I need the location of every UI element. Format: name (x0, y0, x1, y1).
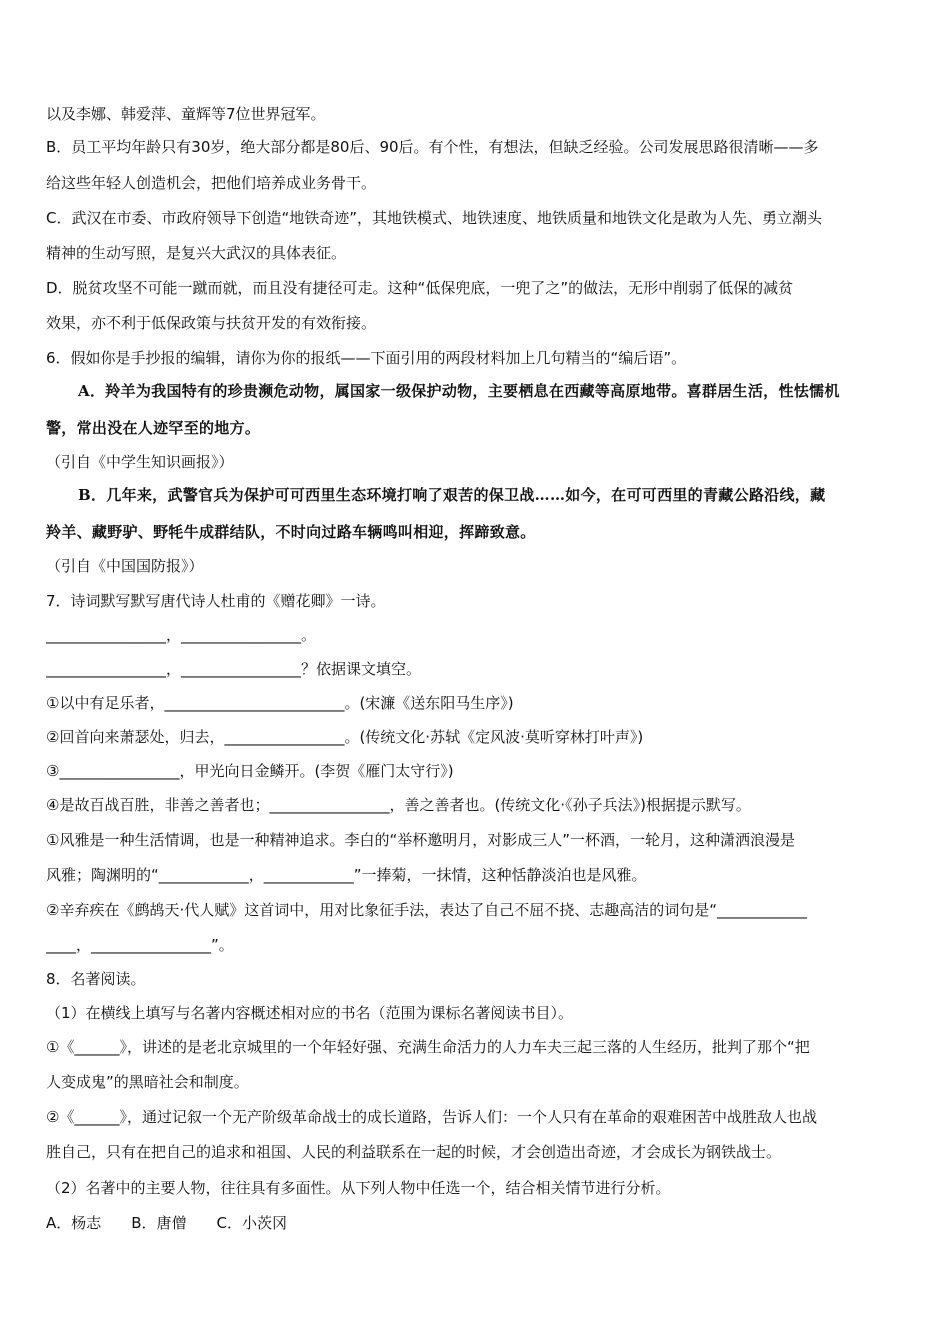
text-line: 给这些年轻人创造机会，把他们培养成业务骨干。 (46, 174, 377, 192)
material-b-cont: 羚羊、藏野驴、野牦牛成群结队，不时向过路车辆鸣叫相迎，挥蹄致意。 (46, 523, 536, 541)
question-8: 8．名著阅读。 (46, 970, 146, 988)
text-line: 精神的生动写照，是复兴大武汉的具体表征。 (46, 244, 347, 262)
fill-3: ③________________，甲光向日金鳞开。(李贺《雁门太守行》) (46, 762, 454, 780)
prompt-1-cont: 风雅；陶渊明的“____________，____________”一捧菊，一抹情，这种恬静淡泊也是风雅。 (46, 866, 647, 884)
blank-line-1: ________________，________________。 (46, 626, 317, 644)
source-b: （引自《中国国防报》） (46, 557, 204, 575)
option-c-line: C．武汉在市委、市政府领导下创造“地铁奇迹”，其地铁模式、地铁速度、地铁质量和地铁文化是敢为人先、勇立潮头 (46, 209, 823, 227)
book-1-cont: 人变成鬼”的黑暗社会和制度。 (46, 1073, 249, 1091)
material-a-cont: 警，常出没在人迹罕至的地方。 (46, 419, 261, 437)
prompt-2-cont: ____，________________”。 (46, 936, 234, 954)
option-d-line: D．脱贫攻坚不可能一蹴而就，而且没有捷径可走。这种“低保兜底，一兜了之”的做法，无形中削弱了低保的减贫 (46, 279, 794, 297)
material-b: B．几年来，武警官兵为保护可可西里生态环境打响了艰苦的保卫战……如今，在可可西里的青藏公路沿线，藏 (78, 486, 826, 504)
book-2: ②《______》，通过记叙一个无产阶级革命战士的成长道路，告诉人们：一个人只有在革命的艰难困苦中战胜敌人也战 (46, 1108, 817, 1126)
fill-2: ②回首向来萧瑟处，归去，________________。(传统文化·苏轼《定风波·莫听穿林打叶声》) (46, 728, 644, 746)
book-1: ①《______》，讲述的是老北京城里的一个年轻好强、充满生命活力的人力车夫三起三落的人生经历，批判了那个“把 (46, 1038, 810, 1056)
fill-1: ①以中有足乐者，________________________。(宋濂《送东阳马生序》) (46, 694, 514, 712)
character-options: A．杨志 B．唐僧 C．小茨冈 (46, 1214, 288, 1232)
option-b-line: B．员工平均年龄只有30岁，绝大部分都是80后、90后。有个性，有想法，但缺乏经验。公司发展思路很清晰——多 (46, 138, 819, 156)
blank-line-2: ________________，________________？依据课文填空。 (46, 660, 422, 678)
question-6: 6．假如你是手抄报的编辑，请你为你的报纸——下面引用的两段材料加上几句精当的“编后语”。 (46, 349, 687, 367)
text-line: 效果，亦不利于低保政策与扶贫开发的有效衔接。 (46, 314, 377, 332)
text-line: 以及李娜、韩爱萍、童辉等7位世界冠军。 (46, 105, 326, 123)
book-2-cont: 胜自己，只有在把自己的追求和祖国、人民的利益联系在一起的时候，才会创造出奇迹，才会成长为钢铁战士。 (46, 1143, 782, 1161)
sub-question-2: （2）名著中的主要人物，往往具有多面性。从下列人物中任选一个，结合相关情节进行分析。 (46, 1179, 671, 1197)
material-a: A．羚羊为我国特有的珍贵濒危动物，属国家一级保护动物，主要栖息在西藏等高原地带。喜群居生活，性怯懦机 (78, 382, 840, 400)
prompt-1: ①风雅是一种生活情调，也是一种精神追求。李白的“举杯邀明月，对影成三人”一杯酒，一轮月，这种潇洒浪漫是 (46, 831, 795, 849)
sub-question-1: （1）在横线上填写与名著内容概述相对应的书名（范围为课标名著阅读书目）。 (46, 1004, 574, 1022)
fill-4: ④是故百战百胜，非善之善者也；________________，善之善者也。(传统文化·《孙子兵法》)根据提示默写。 (46, 796, 751, 814)
question-7: 7．诗词默写默写唐代诗人杜甫的《赠花卿》一诗。 (46, 592, 386, 610)
source-a: （引自《中学生知识画报》） (46, 453, 234, 471)
prompt-2: ②辛弃疾在《鹧鸪天·代人赋》这首词中，用对比象征手法，表达了自己不屈不挠、志趣高洁的词句是“____________ (46, 901, 807, 919)
